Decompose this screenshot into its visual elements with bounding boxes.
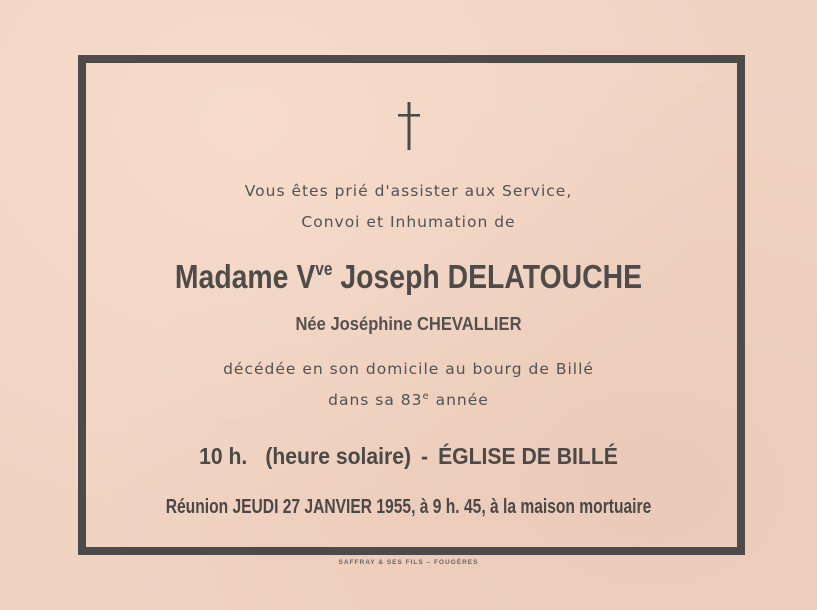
service-line	[41, 443, 776, 470]
meeting-line: Réunion JEUDI 27 JANVIER 1955, à 9 h. 45, à la maison mortuaire	[165, 496, 652, 518]
cross-icon	[0, 100, 817, 152]
church-name: ÉGLISE DE BILLÉ	[438, 443, 618, 469]
name-part-1: Madame V	[174, 258, 316, 295]
name-superscript: ve	[315, 259, 333, 279]
deceased-place-line: décédée en son domicile au bourg de Billé	[223, 360, 594, 378]
name-part-2: Joseph DELATOUCHE	[332, 258, 643, 295]
printer-imprint: SAFFRAY & SES FILS – FOUGÈRES	[338, 559, 479, 566]
service-time: 10 h.	[199, 443, 248, 469]
maiden-name: Née Joséphine CHEVALLIER	[295, 314, 522, 334]
invitation-line-1: Vous êtes prié d'assister aux Service,	[244, 182, 573, 200]
age-line	[0, 391, 817, 409]
service-time-note: (heure solaire)	[265, 443, 412, 469]
invitation-line-2: Convoi et Inhumation de	[301, 213, 516, 231]
age-part-2: année	[429, 391, 489, 409]
service-separator: -	[421, 443, 429, 469]
deceased-name	[57, 258, 760, 296]
age-superscript: e	[422, 391, 430, 402]
age-part-1: dans sa 83	[328, 391, 423, 409]
